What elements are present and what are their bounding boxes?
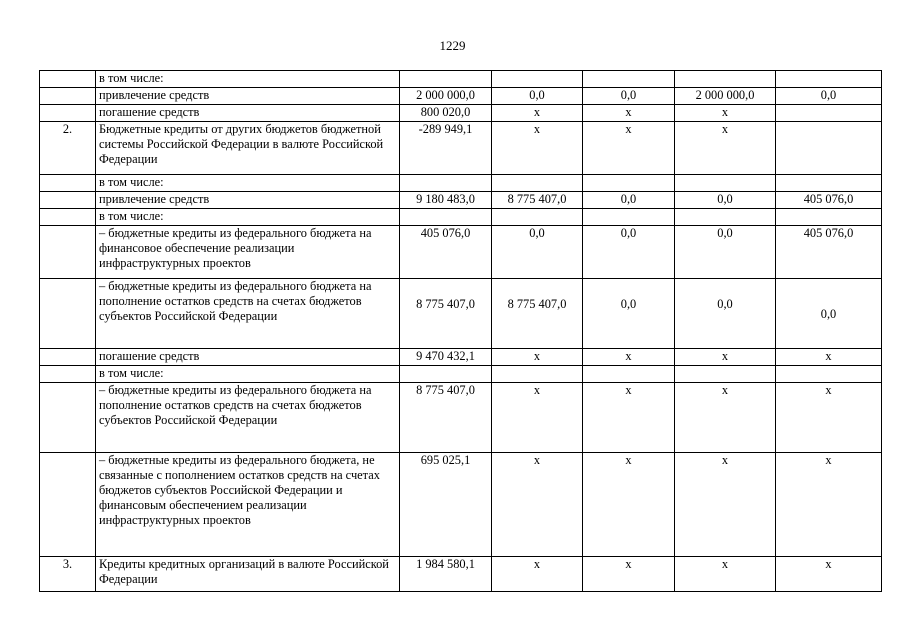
row-name: в том числе: (96, 366, 400, 383)
value-cell (492, 366, 583, 383)
value-cell (675, 71, 776, 88)
row-name: – бюджетные кредиты из федерального бюджета на пополнение остатков средств на счетах бюджетов субъектов Российской Федерации (96, 279, 400, 349)
row-name: погашение средств (96, 105, 400, 122)
page-number: 1229 (439, 38, 466, 53)
table-row (40, 122, 882, 175)
value-cell (583, 366, 675, 383)
value-cell: х (492, 557, 583, 592)
row-name: Бюджетные кредиты от других бюджетов бюджетной системы Российской Федерации в валюте Российской Федерации (96, 122, 400, 175)
value-cell: х (675, 383, 776, 453)
value-cell: х (675, 122, 776, 175)
value-cell (776, 71, 882, 88)
value-cell (675, 175, 776, 192)
value-cell (400, 175, 492, 192)
value-cell: х (776, 349, 882, 366)
value-cell: х (675, 557, 776, 592)
row-index: 3. (40, 557, 96, 592)
value-cell (776, 175, 882, 192)
value-cell: 8 775 407,0 (492, 192, 583, 209)
table-row (40, 226, 882, 279)
row-index (40, 192, 96, 209)
value-cell: 0,0 (675, 226, 776, 279)
row-name: привлечение средств (96, 88, 400, 105)
value-cell: х (583, 122, 675, 175)
row-name: привлечение средств (96, 192, 400, 209)
table-row (40, 105, 882, 122)
row-name: Кредиты кредитных организаций в валюте Российской Федерации (96, 557, 400, 592)
value-cell: х (583, 453, 675, 557)
value-cell: 8 775 407,0 (400, 383, 492, 453)
value-cell: 405 076,0 (400, 226, 492, 279)
table-row (40, 209, 882, 226)
value-cell: х (492, 453, 583, 557)
value-cell: х (492, 122, 583, 175)
value-cell: 0,0 (776, 279, 882, 349)
budget-table (39, 70, 882, 592)
value-cell: 9 470 432,1 (400, 349, 492, 366)
row-name: в том числе: (96, 71, 400, 88)
row-name: – бюджетные кредиты из федерального бюджета, не связанные с пополнением остатков средств на счетах бюджетов субъектов Российской Федерации и финансовым обеспечением реализации инфраструктурных проектов (96, 453, 400, 557)
table-row (40, 88, 882, 105)
value-cell (492, 209, 583, 226)
table-row (40, 192, 882, 209)
table-row (40, 349, 882, 366)
value-cell (583, 175, 675, 192)
value-cell: х (776, 557, 882, 592)
value-cell: 0,0 (583, 88, 675, 105)
value-cell: 8 775 407,0 (492, 279, 583, 349)
value-cell (675, 366, 776, 383)
row-index (40, 279, 96, 349)
value-cell: х (583, 105, 675, 122)
value-cell: 0,0 (583, 226, 675, 279)
value-cell: х (492, 105, 583, 122)
value-cell: 2 000 000,0 (675, 88, 776, 105)
value-cell: х (776, 453, 882, 557)
row-index (40, 453, 96, 557)
value-cell (583, 71, 675, 88)
row-name: в том числе: (96, 209, 400, 226)
value-cell: 1 984 580,1 (400, 557, 492, 592)
row-index (40, 209, 96, 226)
row-index (40, 366, 96, 383)
value-cell: 0,0 (675, 192, 776, 209)
row-name: – бюджетные кредиты из федерального бюджета на финансовое обеспечение реализации инфраструктурных проектов (96, 226, 400, 279)
row-index (40, 88, 96, 105)
value-cell: 8 775 407,0 (400, 279, 492, 349)
value-cell: х (583, 383, 675, 453)
value-cell: 0,0 (492, 88, 583, 105)
value-cell: х (675, 453, 776, 557)
row-name: в том числе: (96, 175, 400, 192)
value-cell: х (492, 349, 583, 366)
value-cell: 800 020,0 (400, 105, 492, 122)
value-cell: -289 949,1 (400, 122, 492, 175)
table-row (40, 453, 882, 557)
value-cell: 0,0 (492, 226, 583, 279)
value-cell (675, 209, 776, 226)
value-cell: 0,0 (776, 88, 882, 105)
table-row (40, 279, 882, 349)
table-row (40, 383, 882, 453)
table-row (40, 175, 882, 192)
value-cell: 405 076,0 (776, 192, 882, 209)
row-index: 2. (40, 122, 96, 175)
value-cell (492, 71, 583, 88)
value-cell (776, 122, 882, 175)
row-name: погашение средств (96, 349, 400, 366)
value-cell (583, 209, 675, 226)
value-cell: х (675, 105, 776, 122)
value-cell: 695 025,1 (400, 453, 492, 557)
value-cell: 0,0 (583, 279, 675, 349)
value-cell (492, 175, 583, 192)
row-index (40, 71, 96, 88)
value-cell (400, 71, 492, 88)
row-index (40, 226, 96, 279)
table-row (40, 366, 882, 383)
value-cell: х (492, 383, 583, 453)
value-cell (400, 209, 492, 226)
value-cell (776, 366, 882, 383)
value-cell: х (776, 383, 882, 453)
value-cell: 0,0 (675, 279, 776, 349)
value-cell: х (675, 349, 776, 366)
value-cell: 405 076,0 (776, 226, 882, 279)
row-index (40, 175, 96, 192)
table-row (40, 557, 882, 592)
table-row (40, 71, 882, 88)
value-cell (400, 366, 492, 383)
row-index (40, 349, 96, 366)
row-index (40, 105, 96, 122)
row-index (40, 383, 96, 453)
value-cell: 0,0 (583, 192, 675, 209)
value-cell: х (583, 557, 675, 592)
value-cell: 9 180 483,0 (400, 192, 492, 209)
value-cell (776, 105, 882, 122)
value-cell: 2 000 000,0 (400, 88, 492, 105)
value-cell (776, 209, 882, 226)
value-cell: х (583, 349, 675, 366)
row-name: – бюджетные кредиты из федерального бюджета на пополнение остатков средств на счетах бюджетов субъектов Российской Федерации (96, 383, 400, 453)
